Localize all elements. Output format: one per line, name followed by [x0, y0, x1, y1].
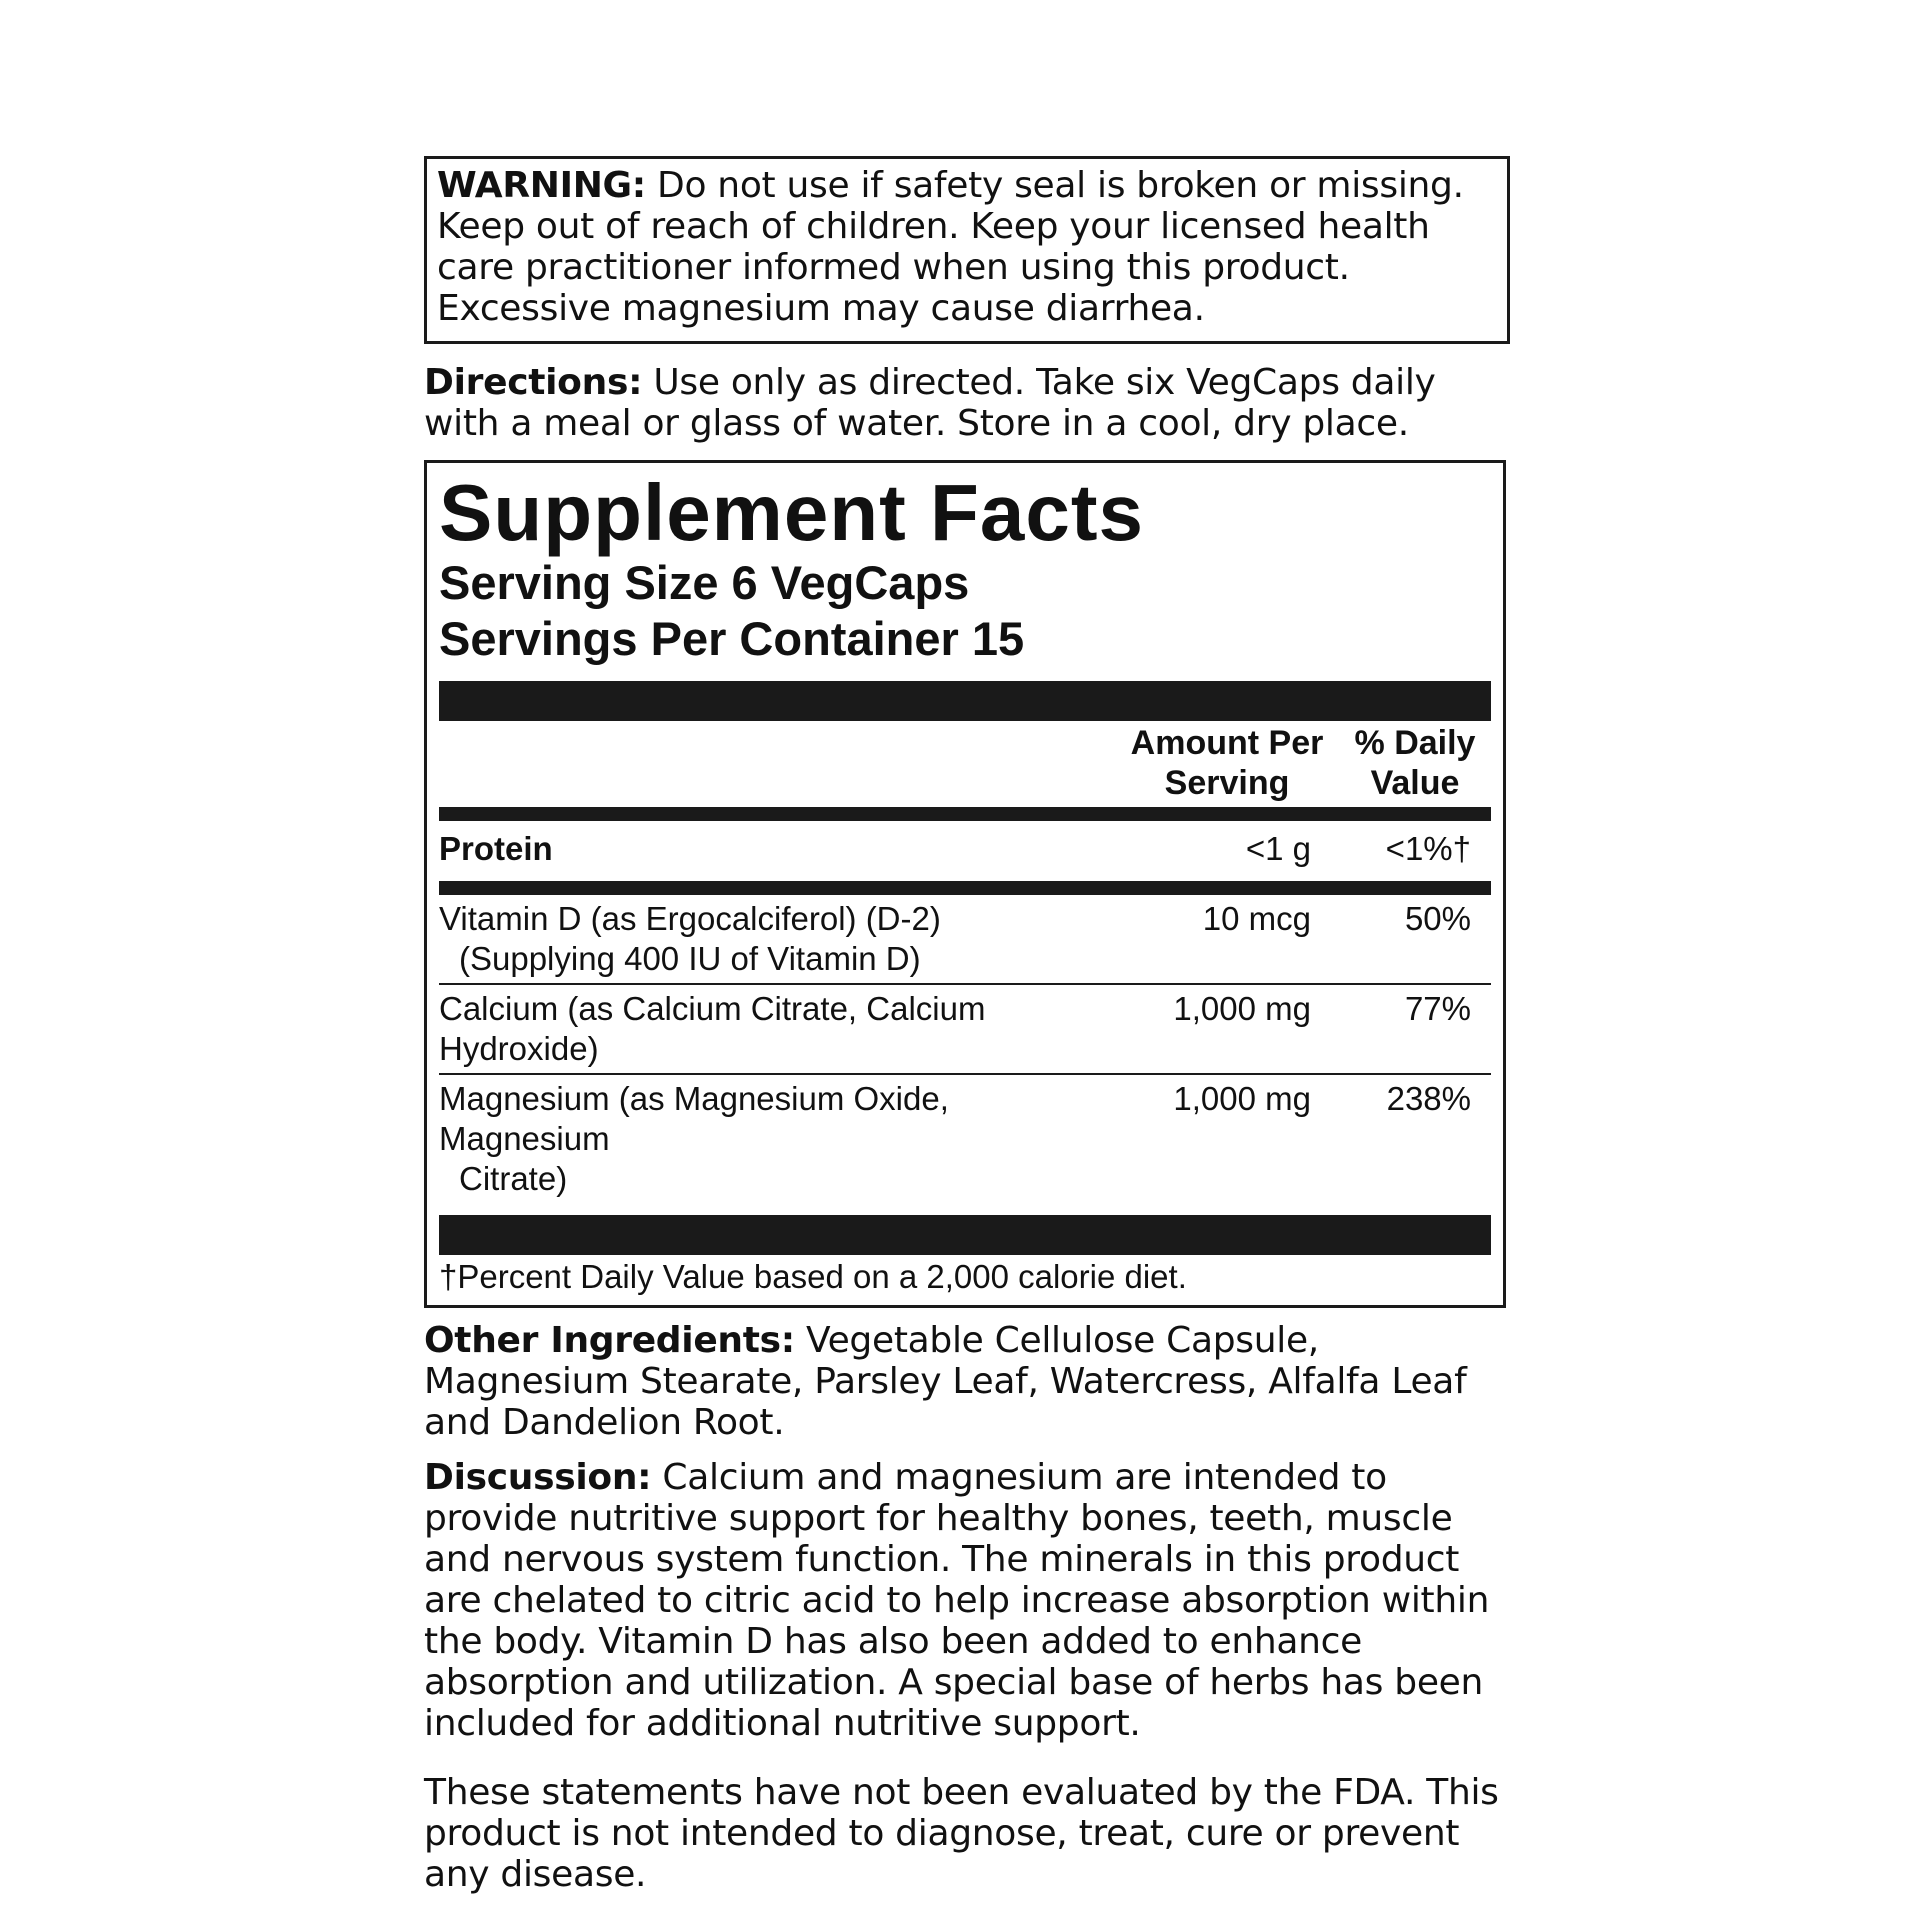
nutrient-row-magnesium — [439, 1075, 1491, 1209]
header-amount-line1: Amount Per — [1130, 724, 1324, 762]
nutrient-amount: <1 g — [1245, 830, 1311, 867]
other-ingredients-paragraph — [424, 1320, 1510, 1443]
directions-paragraph — [424, 362, 1510, 444]
discussion-text: Calcium and magnesium are intended to provide nutritive support for healthy bones, teeth, muscle and nervous system function. The minerals in this product are chelated to citric acid to help increase absorption within the body. Vitamin D has also been added to enhance absorption and utilization. A special base of herbs has been included for additional nutritive support. — [424, 1457, 1490, 1744]
nutrient-name: Magnesium (as Magnesium Oxide, Magnesium — [439, 1080, 949, 1157]
nutrient-subname: (Supplying 400 IU of Vitamin D) — [459, 940, 921, 977]
nutrient-subname: Citrate) — [459, 1160, 568, 1197]
nutrient-name-block — [439, 899, 1111, 979]
divider-bar-header — [439, 807, 1491, 821]
other-ingredients-text: Vegetable Cellulose Capsule, Magnesium Stearate, Parsley Leaf, Watercress, Alfalfa Leaf and Dandelion Root. — [424, 1320, 1467, 1443]
nutrient-row-calcium — [439, 985, 1491, 1075]
header-blank — [439, 723, 1127, 803]
nutrient-name: Calcium (as Calcium Citrate, Calcium Hydroxide) — [439, 990, 986, 1067]
header-dv-line1: % Daily — [1354, 724, 1476, 762]
supplement-facts-panel — [424, 460, 1506, 1308]
nutrient-daily-value: 77% — [1404, 990, 1471, 1027]
header-amount-line2: Serving — [1164, 764, 1290, 802]
warning-text: Do not use if safety seal is broken or missing. Keep out of reach of children. Keep your licensed health care practitioner informed when using this product. Excessive magnesium may cause diarrhea. — [437, 165, 1464, 329]
nutrient-amount: 10 mcg — [1202, 900, 1311, 937]
other-ingredients-heading: Other Ingredients: — [424, 1320, 795, 1361]
directions-text: Use only as directed. Take six VegCaps daily with a meal or glass of water. Store in a cool, dry place. — [424, 362, 1436, 444]
header-dv-line2: Value — [1370, 764, 1460, 802]
nutrient-daily-value: 50% — [1404, 900, 1471, 937]
directions-heading: Directions: — [424, 362, 643, 403]
nutrient-name-block — [439, 1079, 1111, 1199]
divider-bar-bottom — [439, 1215, 1491, 1255]
nutrient-daily-value: 238% — [1386, 1080, 1471, 1117]
header-daily-value — [1343, 723, 1491, 803]
serving-size: Serving Size 6 VegCaps — [439, 556, 970, 609]
warning-heading: WARNING: — [437, 165, 646, 206]
nutrient-daily-value: <1%† — [1385, 830, 1471, 867]
supplement-label — [424, 156, 1510, 1895]
facts-column-header — [439, 721, 1491, 807]
nutrient-row-vitamin-d — [439, 895, 1491, 985]
divider-bar-protein — [439, 881, 1491, 895]
daily-value-footnote: †Percent Daily Value based on a 2,000 calorie diet. — [439, 1258, 1187, 1295]
discussion-paragraph — [424, 1457, 1510, 1744]
nutrient-row-protein — [439, 821, 1491, 881]
discussion-heading: Discussion: — [424, 1457, 652, 1498]
nutrient-name: Vitamin D (as Ergocalciferol) (D-2) — [439, 900, 941, 937]
header-amount-per-serving — [1127, 723, 1343, 803]
nutrient-name: Protein — [439, 830, 553, 867]
nutrient-amount: 1,000 mg — [1173, 990, 1311, 1027]
warning-box — [424, 156, 1510, 344]
facts-title: Supplement Facts — [439, 468, 1145, 557]
servings-per-container: Servings Per Container 15 — [439, 612, 1025, 665]
fda-disclaimer: These statements have not been evaluated by the FDA. This product is not intended to diagnose, treat, cure or prevent any disease. — [424, 1772, 1499, 1895]
divider-bar-top — [439, 681, 1491, 721]
nutrient-amount: 1,000 mg — [1173, 1080, 1311, 1117]
